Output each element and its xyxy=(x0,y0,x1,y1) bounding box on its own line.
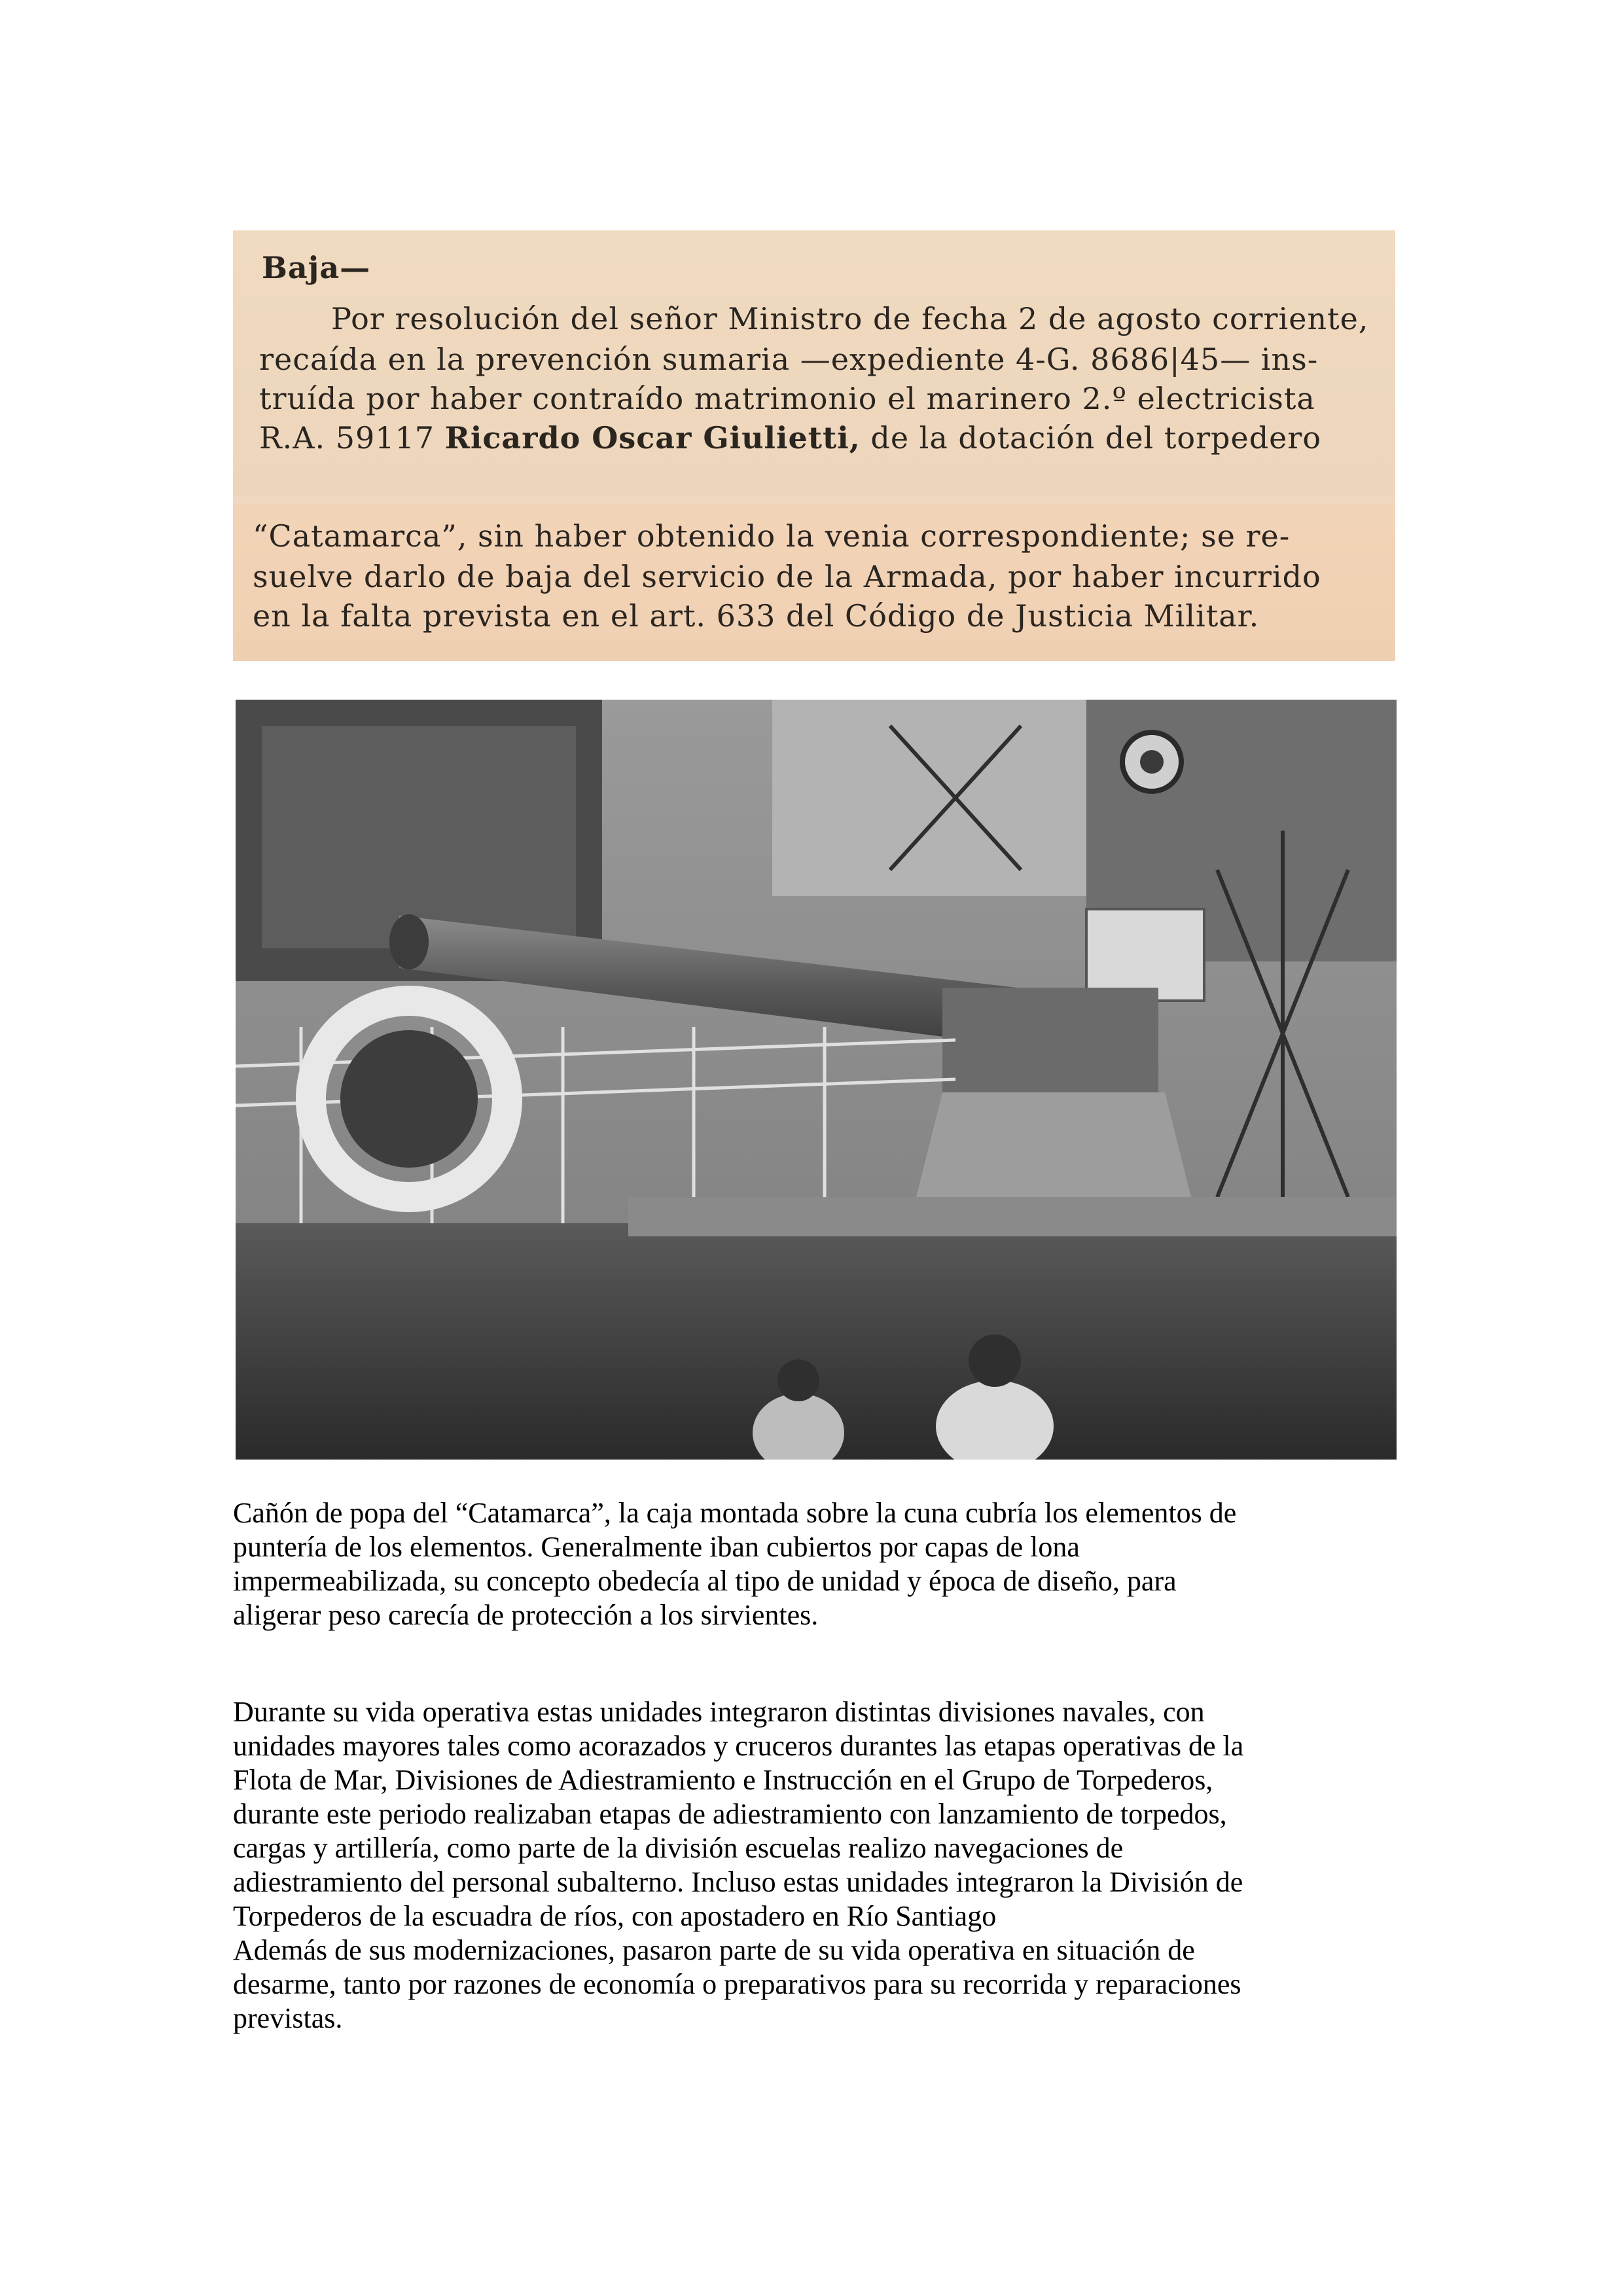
clipping-heading: Baja— xyxy=(262,250,371,285)
clipping-line: suelve darlo de baja del servicio de la Armada, por haber incurrido xyxy=(253,559,1321,594)
clipping-name: Ricardo Oscar Giulietti, xyxy=(444,420,861,456)
body-paragraph xyxy=(233,1695,1404,2036)
paragraph-line: durante este periodo realizaban etapas de adiestramiento con lanzamiento de torpedos, xyxy=(233,1798,1227,1830)
caption-line: aligerar peso carecía de protección a los sirvientes. xyxy=(233,1599,819,1631)
paragraph-line: previstas. xyxy=(233,2002,343,2034)
newspaper-clipping xyxy=(233,230,1395,661)
clipping-line xyxy=(259,420,1321,456)
paragraph-line: desarme, tanto por razones de economía o preparativos para su recorrida y reparaciones xyxy=(233,1968,1241,2000)
clipping-text: de la dotación del torpedero xyxy=(860,420,1322,456)
paragraph-line: cargas y artillería, como parte de la división escuelas realizo navegaciones de xyxy=(233,1832,1124,1864)
caption-line: impermeabilizada, su concepto obedecía al tipo de unidad y época de diseño, para xyxy=(233,1565,1177,1597)
paragraph-line: Durante su vida operativa estas unidades integraron distintas divisiones navales, con xyxy=(233,1696,1205,1728)
caption-line: Cañón de popa del “Catamarca”, la caja montada sobre la cuna cubría los elementos de xyxy=(233,1497,1237,1529)
paragraph-line: Flota de Mar, Divisiones de Adiestramiento e Instrucción en el Grupo de Torpederos, xyxy=(233,1764,1213,1796)
clipping-line: “Catamarca”, sin haber obtenido la venia correspondiente; se re- xyxy=(253,518,1291,554)
clipping-line: en la falta prevista en el art. 633 del Código de Justicia Militar. xyxy=(253,598,1260,634)
clipping-line: recaída en la prevención sumaria —expediente 4-G. 8686|45— ins- xyxy=(259,342,1319,377)
stern-gun-photo xyxy=(236,700,1397,1460)
paragraph-line: Además de sus modernizaciones, pasaron parte de su vida operativa en situación de xyxy=(233,1934,1195,1966)
clipping-line: truída por haber contraído matrimonio el marinero 2.º electricista xyxy=(259,381,1315,416)
stern-gun-photo-drawing xyxy=(236,700,1397,1460)
paragraph-line: Torpederos de la escuadra de ríos, con apostadero en Río Santiago xyxy=(233,1900,997,1932)
caption-line: puntería de los elementos. Generalmente iban cubiertos por capas de lona xyxy=(233,1531,1080,1563)
clipping-line: Por resolución del señor Ministro de fecha 2 de agosto corriente, xyxy=(331,301,1369,336)
clipping-text: R.A. 59117 xyxy=(259,420,445,456)
paragraph-line: adiestramiento del personal subalterno. Incluso estas unidades integraron la División de xyxy=(233,1866,1243,1898)
photo-caption xyxy=(233,1496,1404,1632)
paragraph-line: unidades mayores tales como acorazados y cruceros durantes las etapas operativas de la xyxy=(233,1730,1244,1762)
